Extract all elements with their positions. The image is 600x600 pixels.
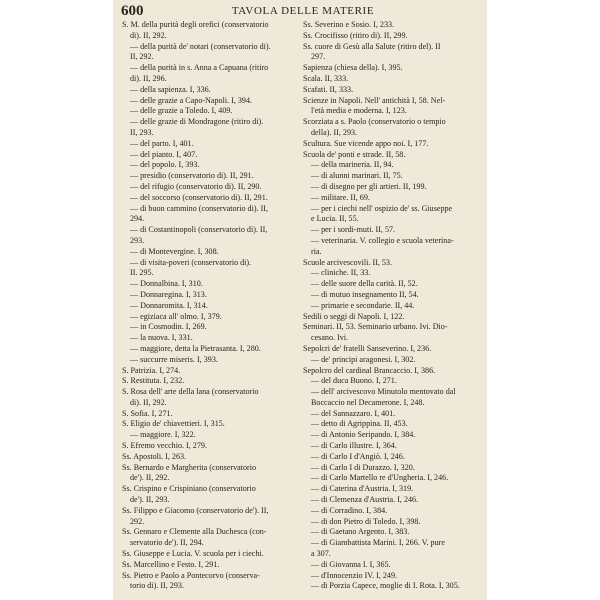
index-entry: — Donnaromita. I, 314.	[130, 300, 208, 310]
index-entry: — di Gaetano Argento. I, 383.	[311, 527, 410, 537]
index-entry: S. Efremo vecchio. I, 279.	[122, 441, 207, 451]
index-entry: — delle grazie a Toledo. I, 409.	[130, 106, 233, 116]
index-entry: Boccaccio nel Decamerone. I, 248.	[311, 397, 425, 407]
index-entry: Scala. II, 333.	[303, 73, 349, 83]
index-entry: servatorio de'). II, 294.	[130, 538, 204, 548]
index-entry: II. 295.	[130, 268, 154, 278]
index-entry: S. Sofia. I, 271.	[122, 408, 173, 418]
index-entry: — di Antonio Seripando. I, 384.	[311, 430, 416, 440]
index-entry: II, 293.	[130, 127, 154, 137]
index-entry: Ss. Pietro e Paolo a Pontecorvo (conserva-	[122, 570, 260, 580]
index-entry: Ss. Gennaro e Clemente alla Duchesca (con-	[122, 527, 267, 537]
index-entry: 297.	[311, 52, 326, 62]
index-entry: torio di). II, 293.	[130, 581, 184, 591]
index-entry: — del pianto. I, 407.	[130, 149, 198, 159]
index-entry: S. Patrizia. I, 274.	[122, 365, 181, 375]
index-entry: Scorziata a s. Paolo (conservatorio o tempio	[303, 117, 446, 127]
index-entry: Ss. Severino e Sosio. I, 233.	[303, 20, 395, 29]
index-entry: Scuole arcivescovili. II, 53.	[303, 257, 393, 267]
page-header	[121, 3, 485, 21]
page-title: TAVOLA DELLE MATERIE	[231, 5, 375, 17]
index-entry: — di Carlo illustre. I, 364.	[311, 441, 397, 451]
index-entry: Ss. Apostoli. I, 263.	[122, 451, 187, 461]
index-entry: — in Cosmodin. I, 269.	[130, 322, 207, 332]
index-entry: — di Porzia Capece, moglie di I. Rota. I, 305.	[311, 581, 460, 591]
index-entry: — del duca Buono. I, 271.	[311, 376, 397, 386]
index-entry: — delle grazie a Capo-Napoli. I, 394.	[130, 95, 253, 105]
index-entry: Ss. Crocifisso (ritiro di). II, 299.	[303, 30, 408, 40]
index-entry: Sapienza (chiesa della). I, 395.	[303, 63, 403, 73]
index-entry: Ss. cuore di Gesù alla Salute (ritiro del). II	[303, 41, 441, 51]
index-entry: 293.	[130, 235, 145, 245]
index-entry: — di mutuo insegnamento II, 54.	[311, 289, 419, 299]
index-entry: — delle suore della carità. II, 52.	[311, 279, 418, 289]
index-entry: — di Carlo I d'Angiò. I, 246.	[311, 451, 405, 461]
index-entry: di). II, 296.	[130, 73, 167, 83]
index-entry: — presidio (conservatorio di). II, 291.	[130, 171, 254, 181]
index-entry: — detto di Agrippina. II, 453.	[311, 419, 408, 429]
index-entry: di). II, 292.	[130, 30, 167, 40]
index-entry: Sepolcro del cardinal Brancaccio. I, 386.	[303, 365, 436, 375]
book-page	[113, 0, 487, 600]
index-column-right	[303, 20, 483, 600]
index-entry: — della purità in s. Anna a Capuana (ritiro	[130, 63, 269, 73]
index-entry: II, 292.	[130, 52, 154, 62]
index-entry: — egiziaca all' olmo. I, 379.	[130, 311, 222, 321]
index-entry: Scienze in Napoli. Nell' antichità I, 58. Nel-	[303, 95, 446, 105]
index-entry: — d'Innocenzio IV. I, 249.	[311, 570, 398, 580]
index-entry: 292.	[130, 516, 145, 526]
index-entry: — di Clemenza d'Austria. I, 246.	[311, 495, 419, 505]
index-entry: — del popolo. I, 393.	[130, 160, 200, 170]
index-entry: — di buon cammino (conservatorio di). II,	[130, 203, 269, 213]
index-entry: della). II, 293.	[311, 127, 358, 137]
index-entry: — di disegno per gli artieri. II, 199.	[311, 181, 427, 191]
index-entry: — della purità de' notari (conservatorio di).	[130, 41, 271, 51]
index-entry: — cliniche. II, 33.	[311, 268, 371, 278]
index-entry: — di Caterina d'Austria. I, 319.	[311, 484, 414, 494]
index-entry: Ss. Crispino e Crispiniano (conservatorio	[122, 484, 256, 494]
index-column-left	[122, 20, 299, 600]
index-entry: de'). II, 293.	[130, 495, 170, 505]
index-entry: — di Montevergine. I, 308.	[130, 246, 219, 256]
index-entry: — del soccorso (conservatorio di). II, 291.	[130, 192, 268, 202]
index-entry: Scuola de' ponti e strade. II, 58.	[303, 149, 406, 159]
index-entry: — di visita-poveri (conservatorio di).	[130, 257, 252, 267]
index-entry: di). II, 292.	[130, 397, 167, 407]
index-entry: Scafati. II, 333.	[303, 84, 354, 94]
index-entry: — del parto. I, 401.	[130, 138, 194, 148]
index-entry: — succurre miseris. I, 393.	[130, 354, 218, 364]
index-entry: — delle grazie di Mondragone (ritiro di).	[130, 117, 264, 127]
index-entry: Sedili o seggi di Napoli. I, 122.	[303, 311, 405, 321]
index-entry: Sepolcri de' fratelli Sanseverino. I, 236.	[303, 343, 432, 353]
index-entry: a 307.	[311, 549, 331, 559]
index-entry: — primarie e secondarie. II, 44.	[311, 300, 415, 310]
index-entry: — di Giambattista Marini. I, 266. V. pure	[311, 538, 445, 548]
index-entry: — per i sordi-muti. II, 57.	[311, 225, 396, 235]
index-entry: cesano. Ivi.	[311, 333, 349, 343]
index-entry: S. Eligio de' chiavettieri. I, 315.	[122, 419, 225, 429]
index-entry: — del Sannazzaro. I, 401.	[311, 408, 396, 418]
index-entry: — la nuova. I, 331.	[130, 333, 193, 343]
index-entry: — di don Pietro di Toledo. I, 398.	[311, 516, 421, 526]
index-entry: e Lucia. II, 55.	[311, 214, 359, 224]
index-entry: — maggiore. I, 322.	[130, 430, 196, 440]
index-entry: — di Corradino. I, 384.	[311, 505, 388, 515]
index-entry: l'età media e moderna. I, 123.	[311, 106, 407, 116]
index-entry: — di alunni marinari. II, 75.	[311, 171, 403, 181]
index-entry: — dell' arcivescovo Minutolo mentovato dal	[311, 387, 456, 397]
index-entry: 294.	[130, 214, 145, 224]
index-entry: S. M. della purità degli orefici (conservatorio	[122, 20, 269, 29]
index-entry: — della marineria. II, 94.	[311, 160, 394, 170]
index-entry: Ss. Giuseppe e Lucia. V. scuola per i ciechi.	[122, 549, 264, 559]
page-number: 600	[121, 3, 144, 19]
index-entry: Scultura. Sue vicende appo noi. I, 177.	[303, 138, 429, 148]
index-entry: — maggiore, detta la Pietrasanta. I, 280.	[130, 343, 261, 353]
index-entry: — Donnaregina. I, 313.	[130, 289, 207, 299]
index-entry: — per i ciechi nell' ospizio de' ss. Giuseppe	[311, 203, 453, 213]
index-entry: S. Restituta. I, 232.	[122, 376, 185, 386]
index-entry: — de' principi aragonesi. I, 302.	[311, 354, 416, 364]
index-entry: S. Rosa dell' arte della lana (conservatorio	[122, 387, 259, 397]
index-entry: — Donnalbina. I, 310.	[130, 279, 203, 289]
index-entry: Seminari. II, 53. Seminario urbano. Ivi. Dio-	[303, 322, 448, 332]
index-entry: Ss. Bernardo e Margherita (conservatorio	[122, 462, 257, 472]
index-entry: ria.	[311, 246, 322, 256]
index-entry: Ss. Marcellino e Festo. I, 291.	[122, 559, 220, 569]
index-entry: — di Costantinopoli (conservatorio di). II,	[130, 225, 268, 235]
index-entry: — veterinaria. V. collegio e scuola veterina-	[311, 235, 454, 245]
index-entry: — di Giovanna I. I, 365.	[311, 559, 391, 569]
index-entry: — militare. II, 69.	[311, 192, 370, 202]
index-entry: — di Carlo I di Durazzo. I, 320.	[311, 462, 415, 472]
index-entry: — del rifugio (conservatorio di). II, 290.	[130, 181, 262, 191]
index-entry: — della sapienza. I, 336.	[130, 84, 211, 94]
index-entry: de'). II, 292.	[130, 473, 170, 483]
index-entry: — di Carlo Martello re d'Ungheria. I, 246.	[311, 473, 449, 483]
index-entry: Ss. Filippo e Giacomo (conservatorio de'). II,	[122, 505, 269, 515]
